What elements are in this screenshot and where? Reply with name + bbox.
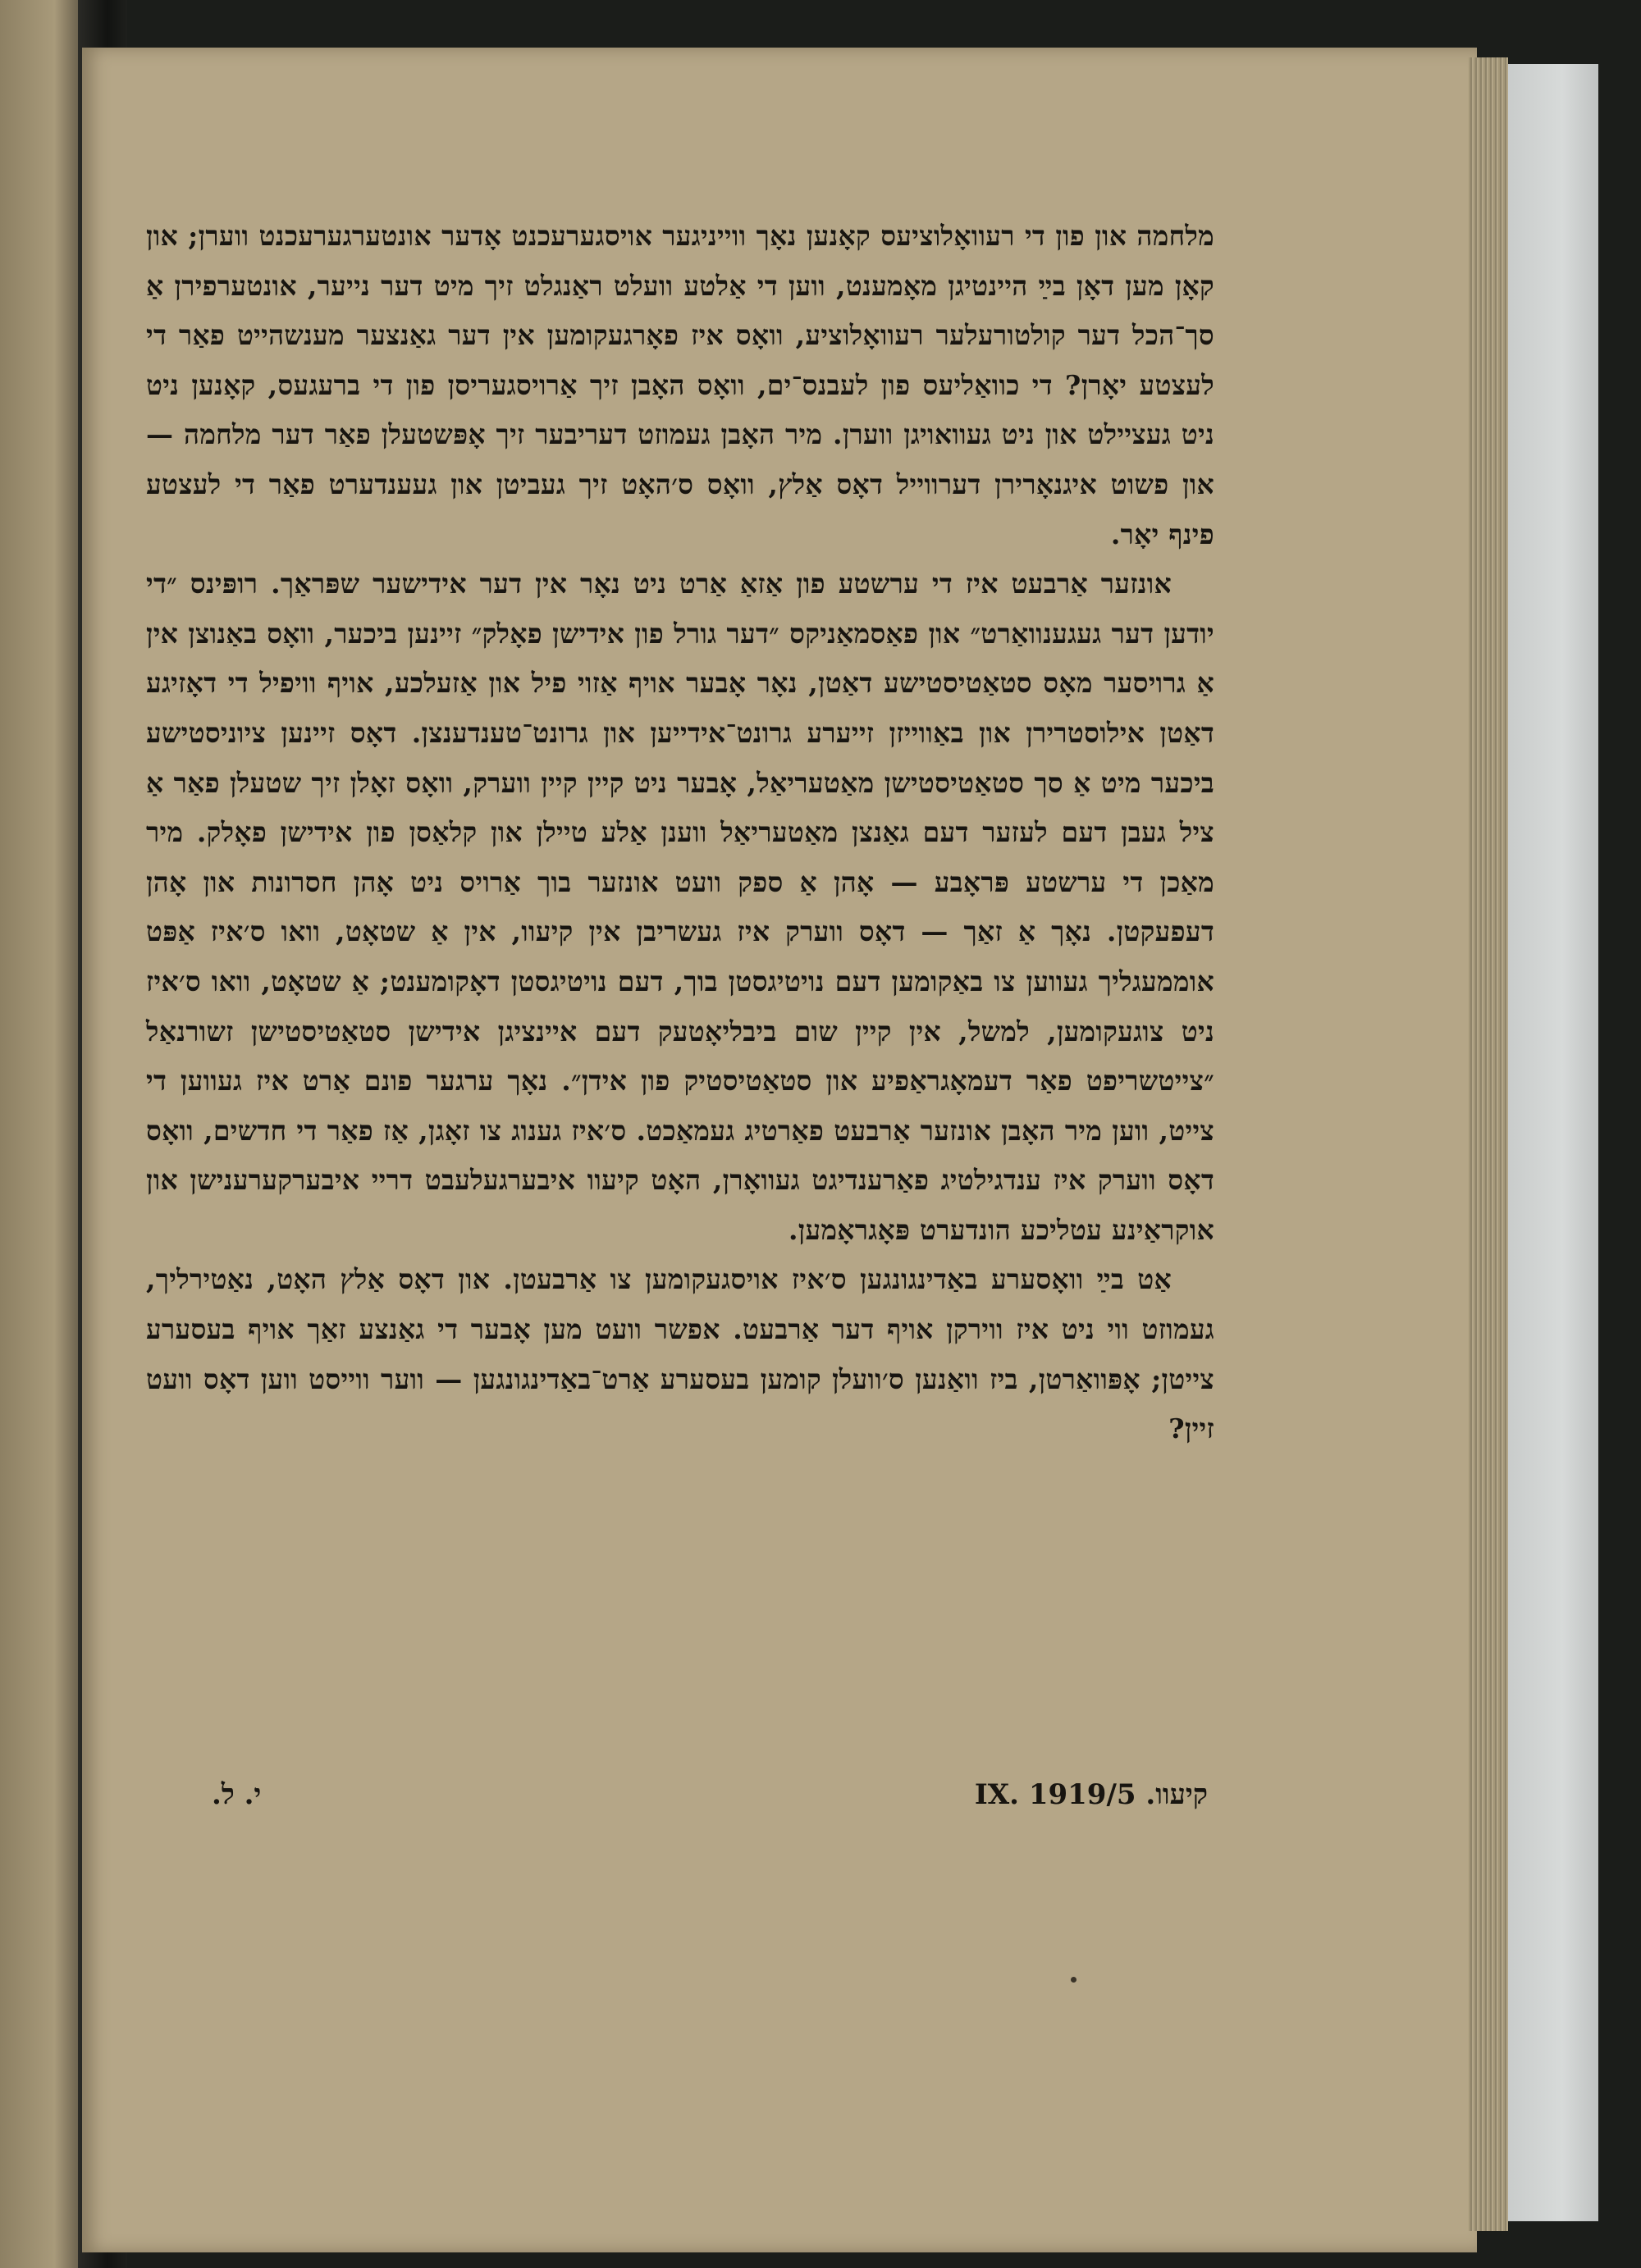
paragraph-2: אונזער אַרבעט איז די ערשטע פון אַזאַ אַרט ניט נאָר אין דער אידישער שפּראַך. רופּינס ״די יודען דער געגענוואַרט״ און פאַסמאַניקס ״דער גורל פון אידישן פאָלק״ זיינען ביכער, וואָס באַנוצן אין אַ גרויסער מאָס סטאַטיסטישע דאַטן, נאָר אָבער אויף אַזוי פיל און אַזעלכע, אויף וויפיל די דאָזיגע דאַטן אילוסטרירן און באַווייזן זייערע גרונט־אידייען און גרונט־טענדענצן. דאָס זיינען ציוניסטישע ביכער מיט אַ סך סטאַטיסטישן מאַטעריאַל, אָבער ניט קיין קיין ווערק, וואָס זאָלן זיך שטעלן פאַר אַ ציל געבן דעם לעזער דעם גאַנצן מאַטעריאַל ווענן אַלע טיילן און קלאַסן פון אידישן פאָלק. מיר מאַכן די ערשטע פּראָבע — אָהן אַ ספק וועט אונזער בוך אַרויס ניט אָהן חסרונות און אָהן דעפעקטן. נאָך אַ זאַך — דאָס ווערק איז געשריבן אין קיעוו, אין אַ שטאָט, וואו ס׳איז אַפּט אוממעגליך געווען צו באַקומען דעם נויטיגסטן בוך, דעם נויטיגסטן דאָקומענט; אַ שטאָט, וואו ס׳איז ניט צוגעקומען, למשל, אין קיין שום ביבליאָטעק דעם איינציגן אידישן סטאַטיסטישן זשורנאַל ״צייטשריפט פאַר דעמאָגראַפיע און סטאַטיסטיק פון אידן״. נאָך ערגער פונם אַרט איז געווען די צייט, ווען מיר האָבן אונזער אַרבעט פאַרטיג געמאַכט. ס׳איז גענוג צו זאָגן, אַז פאַר די חדשים, וואָס דאָס ווערק איז ענדגילטיג פאַרענדיגט געוואָרן, האָט קיעוו איבערגעלעבט דריי איבערקערענישן און אוקראַינע עטליכע הונדערט פּאָגראָמען.: [146, 568, 1214, 1246]
paragraph-3: אַט בײַ וואָסערע באַדינגונגען ס׳איז אויסגעקומען צו אַרבעטן. און דאָס אַלץ האָט, נאַטירליך, געמוזט ווי ניט איז ווירקן אויף דער אַרבעט. אפשר וועט מען אָבער די גאַנצע זאַך אויף בעסערע צייטן; אָפּוואַרטן, ביז וואַנען ס׳וועלן קומען בעסערע אַרט־באַדינגונגען — ווער ווייסט ווען דאָס וועט זיין?: [146, 1263, 1214, 1445]
ink-speck: [1071, 1977, 1076, 1983]
book-cover-board: [1508, 64, 1598, 2221]
place-and-date: קיעוו. 5/IX. 1919: [974, 1778, 1208, 1811]
author-initials: י. ל.: [212, 1778, 262, 1811]
previous-page-edge: [0, 0, 78, 2268]
page-edges: [1469, 57, 1508, 2231]
dateline: [146, 1778, 1214, 1828]
paragraph-1: מלחמה און פון די רעוואָלוציעס קאָנען נאָך ווייניגער אויסגערעכנט אָדער אונטערגערעכנט ווערן; און קאָן מען דאָן בײַ היינטיגן מאָמענט, ווען די אַלטע וועלט ראַנגלט זיך מיט דער נייער, אונטערפירן אַ סך־הכל דער קולטורעלער רעוואָלוציע, וואָס איז פאָרגעקומען אין דער גאַנצער מענשהייט פאַר די לעצטע יאָרן? די כוואַליעס פון לעבנס־ים, וואָס האָבן זיך אַרויסגעריסן פון די ברעגעס, קאָנען ניט ניט געציילט און ניט געוואויגן ווערן. מיר האָבן געמוזט דעריבער זיך אָפּשטעלן פאַר דער מלחמה — און פשוט איגנאָרירן דערווייל דאָס אַלץ, וואָס ס׳האָט זיך געביטן און געענדערט פאַר די לעצטע פינף יאָר.: [146, 220, 1214, 550]
page-text: [146, 212, 1214, 1454]
